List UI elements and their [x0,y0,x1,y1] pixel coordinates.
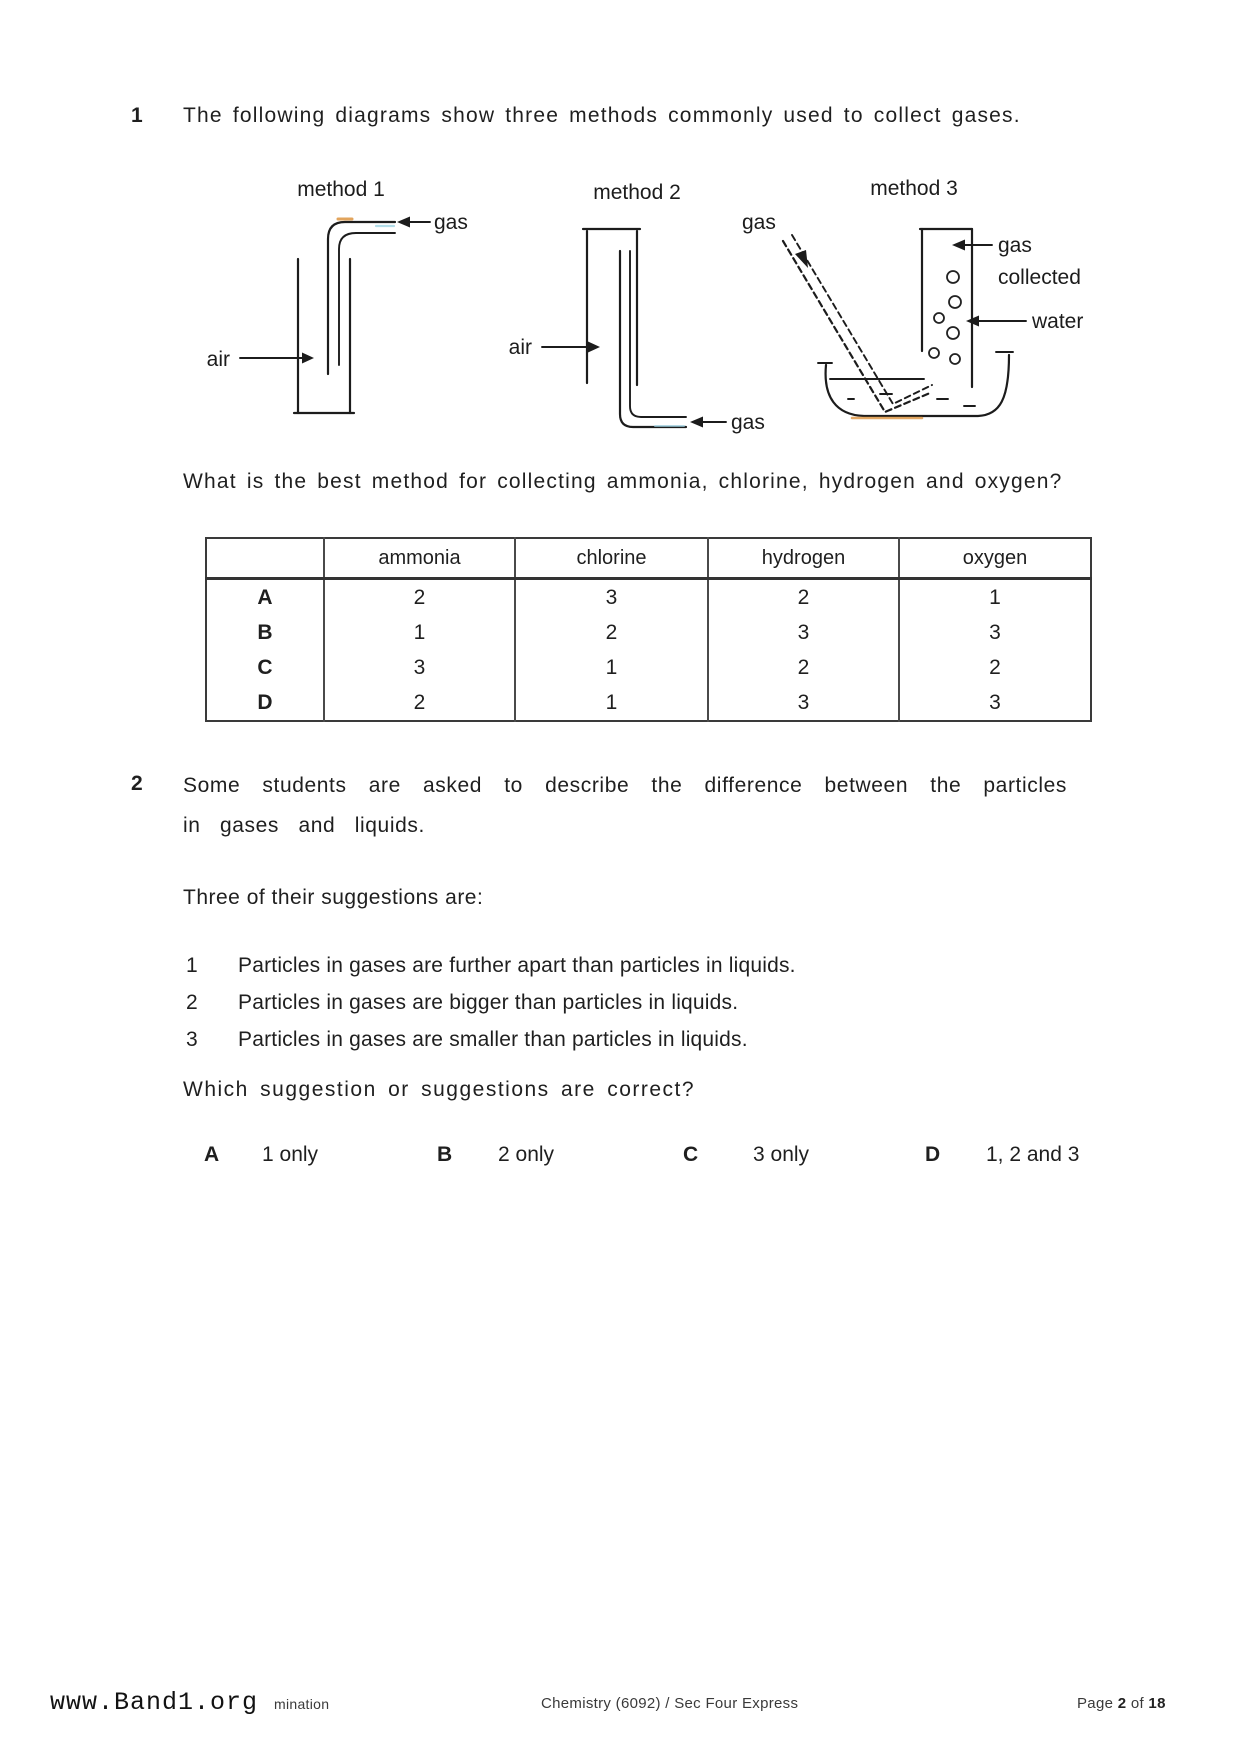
list-item [186,985,796,1022]
option-a-letter: A [204,1143,220,1166]
suggestion-list [186,948,796,1059]
method2-label: method 2 [593,181,681,204]
table-cell: 1 [515,685,708,721]
method-3-diagram [742,177,1083,418]
gas-label-m2: gas [731,411,765,434]
q2-intro: Three of their suggestions are: [183,886,484,909]
table-cell: 3 [708,685,899,721]
table-header-cell: chlorine [515,538,708,579]
table-cell: 2 [324,685,515,721]
table-cell: 2 [899,650,1091,685]
table-cell: 3 [899,685,1091,721]
q2-question: Which suggestion or suggestions are correct? [183,1078,696,1101]
water-ripples [848,394,975,406]
delivery-tube-outer [328,222,395,374]
footer-course: Chemistry (6092) / Sec Four Express [541,1695,799,1712]
gas-collection-diagram [180,155,1140,445]
option-a-text: 1 only [262,1143,319,1166]
option-c-letter: C [683,1143,699,1166]
footer-site-url: www.Band1.org [50,1688,259,1717]
suggestion-text: Particles in gases are further apart than particles in liquids. [238,954,796,977]
table-header-cell: oxygen [899,538,1091,579]
table-row [206,650,1091,685]
table-cell: 3 [708,615,899,650]
list-item [186,948,796,985]
table-header-cell: hydrogen [708,538,899,579]
suggestion-number: 2 [186,991,198,1014]
table-row [206,615,1091,650]
footer-note: mination [274,1696,330,1712]
gas-label-m1: gas [434,211,468,234]
q1-text: The following diagrams show three methods commonly used to collect gases. [183,104,1021,127]
option-label: A [257,585,273,609]
table-header-cell [206,538,324,579]
table-cell: 3 [515,579,708,616]
suggestion-number: 1 [186,954,198,977]
table-cell: 2 [515,615,708,650]
trough [826,355,1009,416]
delivery-tube-inner [630,251,686,417]
water-label: water [1032,310,1084,333]
q2-text: Some students are asked to describe the difference between the particles in gases and liquids. [183,774,1067,837]
q1-question: What is the best method for collecting ammonia, chlorine, hydrogen and oxygen? [183,470,1063,493]
table-header-cell: ammonia [324,538,515,579]
list-item [186,1022,796,1059]
option-d-letter: D [925,1143,941,1166]
table-cell: 3 [324,650,515,685]
option-label: B [257,620,273,644]
air-arrow-icon [588,342,600,353]
option-b-letter: B [437,1143,453,1166]
option-c-text: 3 only [753,1143,810,1166]
method-1-diagram [207,178,468,413]
gas-label-m3: gas [742,211,776,234]
suggestion-text: Particles in gases are smaller than particles in liquids. [238,1028,748,1051]
table-header-row [206,538,1091,579]
footer-page-indicator [1077,1695,1166,1712]
option-d-text: 1, 2 and 3 [986,1143,1080,1166]
table-cell: 1 [515,650,708,685]
table-cell: 1 [899,579,1091,616]
method-2-diagram [509,181,765,434]
page-number: 2 [1117,1695,1127,1712]
q1-number: 1 [131,104,143,127]
gas-collected-label-line2: collected [998,266,1081,289]
suggestion-text: Particles in gases are bigger than particles in liquids. [238,991,739,1014]
method1-label: method 1 [297,178,385,201]
option-b-text: 2 only [498,1143,555,1166]
gas-flow-arrow-icon [795,250,808,268]
delivery-tube-outer [783,241,930,412]
suggestion-number: 3 [186,1028,198,1051]
of-word: of [1130,1695,1144,1712]
answer-table [205,537,1092,722]
method3-label: method 3 [870,177,958,200]
page-total: 18 [1148,1695,1166,1712]
table-row [206,685,1091,721]
gas-collected-label-line1: gas [998,234,1032,257]
page-word: Page [1077,1695,1114,1712]
air-arrow-icon [302,353,314,364]
air-label-m2: air [508,336,532,359]
air-label-m1: air [206,348,230,371]
table-cell: 3 [899,615,1091,650]
option-label: C [257,655,273,679]
delivery-tube-inner [339,233,395,365]
q2-number: 2 [131,772,143,795]
table-cell: 2 [708,579,899,616]
bubbles [929,271,961,364]
option-label: D [257,690,273,714]
table-row [206,579,1091,616]
table-cell: 2 [708,650,899,685]
table-cell: 1 [324,615,515,650]
table-cell: 2 [324,579,515,616]
